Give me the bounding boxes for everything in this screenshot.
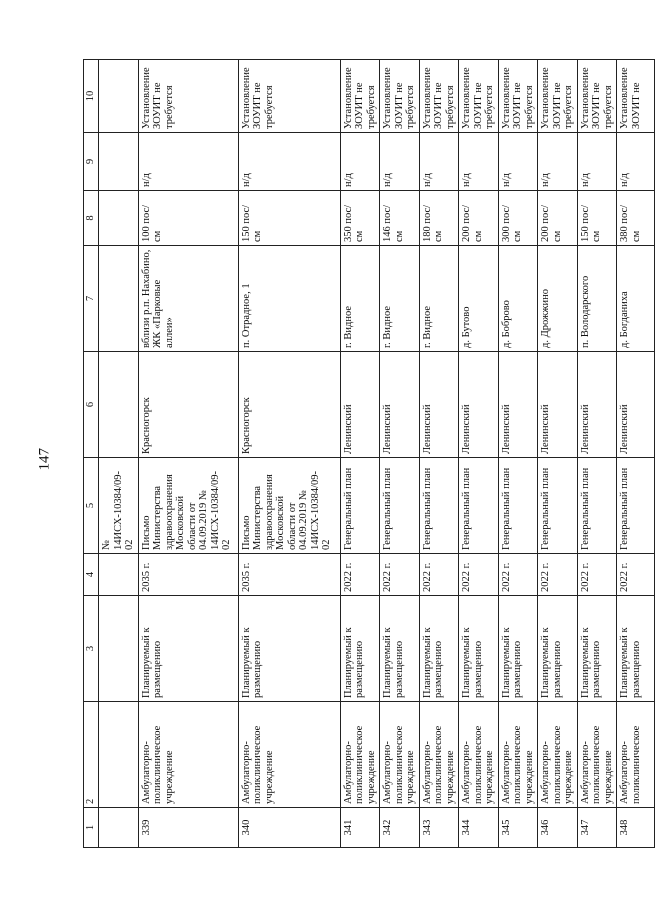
cell-status: Планируемый к размещению	[138, 596, 238, 702]
cell-num: 341	[340, 808, 380, 848]
cell-district: Ленинский	[498, 352, 538, 458]
cell-object	[99, 702, 139, 808]
cell-area	[99, 133, 139, 191]
cell-document: Генеральный план	[577, 458, 617, 554]
cell-capacity: 150 пос/см	[238, 191, 340, 246]
cell-year: 2022 г.	[459, 554, 499, 596]
cell-capacity: 380 пос/см	[617, 191, 655, 246]
cell-object: Амбулаторно-поликлиническое	[617, 702, 655, 808]
cell-document: № 14ИСХ-10384/09-02	[99, 458, 139, 554]
cell-num: 347	[577, 808, 617, 848]
cell-zouit: Установление ЗОУИТ не требуется	[340, 60, 380, 133]
cell-location	[99, 246, 139, 352]
rotated-table-container	[83, 60, 640, 848]
cell-status: Планируемый к размещению	[238, 596, 340, 702]
cell-area: н/д	[380, 133, 420, 191]
page-number: 147	[36, 448, 53, 471]
cell-year: 2022 г.	[340, 554, 380, 596]
column-number-row	[84, 60, 99, 848]
table-row	[617, 60, 655, 848]
cell-object: Амбулаторно-поликлиническое учреждение	[138, 702, 238, 808]
cell-num: 339	[138, 808, 238, 848]
cell-document: Письмо Министерства здравоохранения Московской области от 04.09.2019 № 14ИСХ-10384/09-02	[238, 458, 340, 554]
cell-num: 345	[498, 808, 538, 848]
cell-district: Ленинский	[538, 352, 578, 458]
col-number-2: 2	[84, 702, 99, 808]
cell-district: Ленинский	[617, 352, 655, 458]
cell-location: г. Видное	[380, 246, 420, 352]
col-number-4: 4	[84, 554, 99, 596]
cell-num: 348	[617, 808, 655, 848]
cell-object: Амбулаторно-поликлиническое учреждение	[459, 702, 499, 808]
cell-capacity: 100 пос/см	[138, 191, 238, 246]
cell-area: н/д	[459, 133, 499, 191]
cell-capacity: 200 пос/см	[538, 191, 578, 246]
col-number-8: 8	[84, 191, 99, 246]
cell-year: 2022 г.	[577, 554, 617, 596]
cell-capacity: 350 пос/см	[340, 191, 380, 246]
cell-status	[99, 596, 139, 702]
cell-status: Планируемый к размещению	[617, 596, 655, 702]
cell-location: г. Видное	[419, 246, 459, 352]
cell-capacity: 200 пос/см	[459, 191, 499, 246]
cell-location: п. Отрадное, 1	[238, 246, 340, 352]
cell-document: Генеральный план	[498, 458, 538, 554]
cell-num: 344	[459, 808, 499, 848]
cell-num: 343	[419, 808, 459, 848]
cell-year	[99, 554, 139, 596]
cell-location: д. Боброво	[498, 246, 538, 352]
cell-district: Ленинский	[459, 352, 499, 458]
cell-district	[99, 352, 139, 458]
cell-zouit: Установление ЗОУИТ не требуется	[380, 60, 420, 133]
cell-object: Амбулаторно-поликлиническое учреждение	[498, 702, 538, 808]
cell-year: 2022 г.	[617, 554, 655, 596]
cell-zouit: Установление ЗОУИТ не требуется	[419, 60, 459, 133]
cell-document: Генеральный план	[538, 458, 578, 554]
cell-capacity: 180 пос/см	[419, 191, 459, 246]
cell-zouit: Установление ЗОУИТ не требуется	[459, 60, 499, 133]
cell-status: Планируемый к размещению	[340, 596, 380, 702]
cell-location: вблизи р.п. Нахабино, ЖК «Парковые аллеи»	[138, 246, 238, 352]
cell-num	[99, 808, 139, 848]
cell-location: г. Видное	[340, 246, 380, 352]
cell-area: н/д	[617, 133, 655, 191]
cell-year: 2035 г.	[238, 554, 340, 596]
cell-object: Амбулаторно-поликлиническое учреждение	[538, 702, 578, 808]
cell-zouit: Установление ЗОУИТ не требуется	[577, 60, 617, 133]
cell-location: д. Бутово	[459, 246, 499, 352]
cell-capacity: 300 пос/см	[498, 191, 538, 246]
cell-area: н/д	[138, 133, 238, 191]
cell-document: Генеральный план	[340, 458, 380, 554]
cell-area: н/д	[538, 133, 578, 191]
table-row	[577, 60, 617, 848]
cell-status: Планируемый к размещению	[577, 596, 617, 702]
table-row	[498, 60, 538, 848]
col-number-3: 3	[84, 596, 99, 702]
cell-year: 2022 г.	[419, 554, 459, 596]
cell-zouit: Установление ЗОУИТ не требуется	[538, 60, 578, 133]
cell-zouit: Установление ЗОУИТ не требуется	[498, 60, 538, 133]
cell-capacity: 146 пос/см	[380, 191, 420, 246]
table-row	[538, 60, 578, 848]
cell-status: Планируемый к размещению	[419, 596, 459, 702]
cell-year: 2022 г.	[380, 554, 420, 596]
cell-zouit	[99, 60, 139, 133]
cell-status: Планируемый к размещению	[498, 596, 538, 702]
cell-area: н/д	[577, 133, 617, 191]
cell-status: Планируемый к размещению	[538, 596, 578, 702]
cell-document: Генеральный план	[380, 458, 420, 554]
col-number-6: 6	[84, 352, 99, 458]
col-number-1: 1	[84, 808, 99, 848]
cell-object: Амбулаторно-поликлиническое учреждение	[340, 702, 380, 808]
cell-document: Письмо Министерства здравоохранения Московской области от 04.09.2019 № 14ИСХ-10384/09-02	[138, 458, 238, 554]
table-row	[380, 60, 420, 848]
cell-status: Планируемый к размещению	[380, 596, 420, 702]
cell-year: 2022 г.	[538, 554, 578, 596]
cell-district: Ленинский	[419, 352, 459, 458]
cell-district: Ленинский	[380, 352, 420, 458]
cell-zouit: Установление ЗОУИТ не требуется	[238, 60, 340, 133]
cell-district: Красногорск	[238, 352, 340, 458]
cell-document: Генеральный план	[617, 458, 655, 554]
cell-year: 2022 г.	[498, 554, 538, 596]
cell-district: Ленинский	[577, 352, 617, 458]
cell-document: Генеральный план	[459, 458, 499, 554]
col-number-10: 10	[84, 60, 99, 133]
cell-capacity	[99, 191, 139, 246]
cell-object: Амбулаторно-поликлиническое учреждение	[577, 702, 617, 808]
col-number-5: 5	[84, 458, 99, 554]
cell-area: н/д	[419, 133, 459, 191]
table-row-continuation	[99, 60, 139, 848]
cell-year: 2035 г.	[138, 554, 238, 596]
cell-status: Планируемый к размещению	[459, 596, 499, 702]
cell-location: д. Дрожжино	[538, 246, 578, 352]
cell-location: п. Володарского	[577, 246, 617, 352]
table-row	[459, 60, 499, 848]
cell-district: Красногорск	[138, 352, 238, 458]
cell-area: н/д	[340, 133, 380, 191]
cell-zouit: Установление ЗОУИТ не	[617, 60, 655, 133]
cell-object: Амбулаторно-поликлиническое учреждение	[380, 702, 420, 808]
cell-num: 340	[238, 808, 340, 848]
col-number-7: 7	[84, 246, 99, 352]
table-row	[419, 60, 459, 848]
table-row	[238, 60, 340, 848]
cell-object: Амбулаторно-поликлиническое учреждение	[238, 702, 340, 808]
cell-num: 346	[538, 808, 578, 848]
table-row	[340, 60, 380, 848]
cell-num: 342	[380, 808, 420, 848]
cell-area: н/д	[238, 133, 340, 191]
col-number-9: 9	[84, 133, 99, 191]
cell-zouit: Установление ЗОУИТ не требуется	[138, 60, 238, 133]
cell-district: Ленинский	[340, 352, 380, 458]
cell-object: Амбулаторно-поликлиническое учреждение	[419, 702, 459, 808]
register-table	[83, 59, 655, 848]
cell-area: н/д	[498, 133, 538, 191]
table-row	[138, 60, 238, 848]
cell-capacity: 150 пос/см	[577, 191, 617, 246]
cell-location: д. Богданиха	[617, 246, 655, 352]
cell-document: Генеральный план	[419, 458, 459, 554]
